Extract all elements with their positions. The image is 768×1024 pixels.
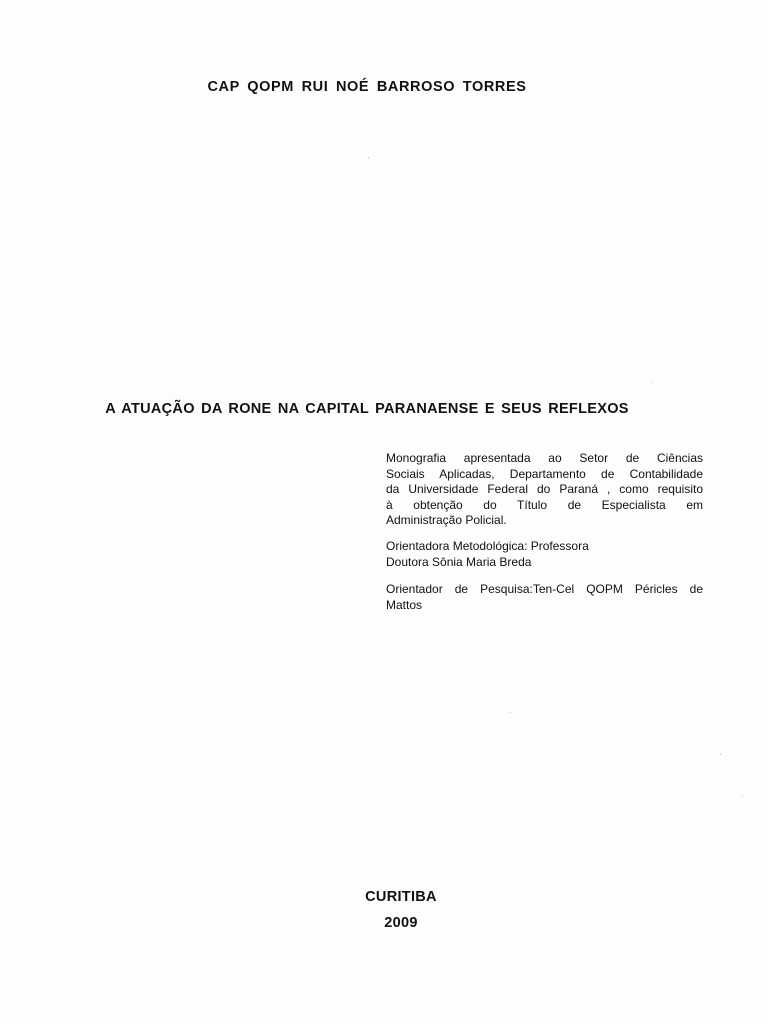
advisor-research-line: Mattos	[386, 597, 423, 612]
methodological-advisor	[386, 539, 703, 570]
monograph-purpose	[386, 451, 703, 529]
purpose-line: Administração Policial.	[386, 513, 507, 527]
year: 2009	[384, 915, 418, 931]
purpose-line: à obtenção do Título de Especialista em	[386, 497, 703, 512]
document-title: A ATUAÇÃO DA RONE NA CAPITAL PARANAENSE E SEUS REFLEXOS	[105, 401, 629, 417]
advisor-method-line: Orientadora Metodológica: Professora	[386, 539, 589, 553]
scan-speck	[720, 754, 721, 755]
advisor-research-line: Orientador de Pesquisa:Ten-Cel QOPM Péricles de	[386, 582, 703, 596]
scan-speck	[652, 382, 653, 383]
scan-speck	[368, 157, 369, 158]
purpose-line: da Universidade Federal do Paraná , como requisito	[386, 482, 703, 496]
purpose-line: Monografia apresentada ao Setor de Ciências	[386, 451, 703, 465]
advisor-method-line: Doutora Sônia Maria Breda	[386, 554, 532, 569]
city: CURITIBA	[365, 889, 437, 905]
purpose-line: Sociais Aplicadas, Departamento de Contabilidade	[386, 466, 703, 481]
scan-speck	[742, 795, 743, 796]
research-advisor	[386, 582, 703, 613]
author-name: CAP QOPM RUI NOÉ BARROSO TORRES	[207, 79, 527, 95]
scan-speck	[510, 712, 511, 713]
